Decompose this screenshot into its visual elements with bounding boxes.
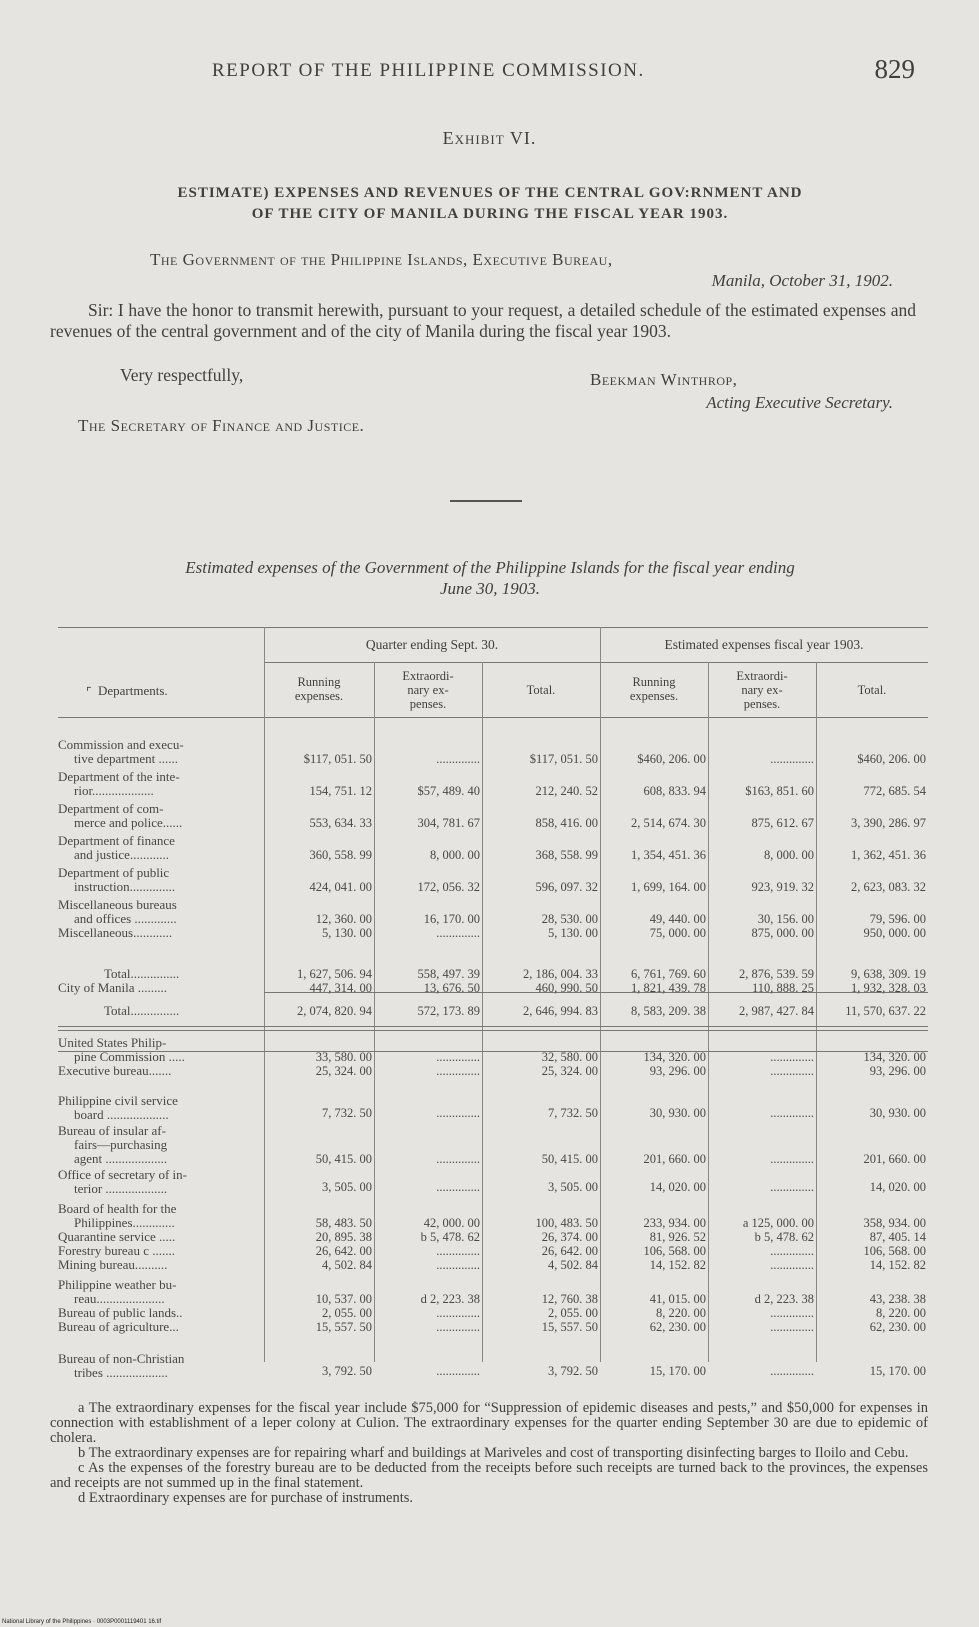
cell-c6: 9, 638, 309. 19 1, 932, 328. 03 (851, 967, 926, 995)
row-label (58, 1352, 263, 1380)
cell-c3: 100, 483. 50 26, 374. 00 26, 642. 00 4, 502. 84 (535, 1216, 598, 1272)
cell-c5: 2, 876, 539. 59 110, 888. 25 (739, 967, 814, 995)
cell-c2: 558, 497. 39 13, 676. 50 (417, 967, 480, 995)
header-text: nary ex- (407, 683, 449, 697)
cell-c5: .............. (770, 1106, 814, 1120)
addressee: The Secretary of Finance and Justice. (78, 416, 365, 435)
row-label-line: Forestry bureau c ....... (58, 1243, 175, 1258)
cell-c6: 201, 660. 00 (863, 1152, 926, 1166)
letter-from: The Government of the Philippine Islands, Executive Bureau, (150, 250, 613, 269)
cell-c2: .............. (436, 752, 480, 766)
cell-c3: 32, 580. 00 25, 324. 00 (541, 1050, 598, 1078)
cell-c5: .............. (770, 1152, 814, 1166)
cell-c1: 12, 360. 00 5, 130. 00 (315, 912, 372, 940)
table-caption (52, 557, 928, 599)
table-caption-line-1: Estimated expenses of the Government of the Philippine Islands for the fiscal year ending (185, 558, 795, 577)
cell-c5: 30, 156. 00 875, 000. 00 (751, 912, 814, 940)
row-label (58, 1202, 263, 1272)
row-label-line: Department of finance (58, 833, 175, 848)
cell-c1: 360, 558. 99 (309, 848, 372, 862)
cell-c1: 3, 792. 50 (322, 1364, 372, 1378)
row-label (58, 1094, 263, 1122)
cell-c5: 875, 612. 67 (751, 816, 814, 830)
city-rule-double (58, 1030, 928, 1031)
footnotes (50, 1401, 928, 1506)
document-heading (52, 183, 928, 225)
cell-c5: $163, 851. 60 (745, 784, 814, 798)
row-label (58, 967, 263, 995)
cell-c3: 212, 240. 52 (535, 784, 598, 798)
header-total-q: Total. (526, 683, 556, 697)
row-label-line: Department of public (58, 865, 170, 880)
cell-c2: d 2, 223. 38 .............. .............. (420, 1292, 480, 1334)
cell-c3: 2, 646, 994. 83 (523, 1004, 598, 1018)
row-label (58, 802, 263, 830)
cell-c6: 358, 934. 00 87, 405. 14 106, 568. 00 14, 152. 82 (863, 1216, 926, 1272)
footnote-b: b The extraordinary expenses are for repairing wharf and buildings at Mariveles and cost of transporting disinfecting barges to Iloilo and Cebu. (78, 1445, 909, 1461)
cell-c3: 28, 530. 00 5, 130. 00 (541, 912, 598, 940)
header-running-q (264, 675, 374, 703)
cell-c1: 424, 041. 00 (309, 880, 372, 894)
cell-c2: 572, 173. 89 (417, 1004, 480, 1018)
cell-c4: 14, 020. 00 (649, 1180, 706, 1194)
footnote-c: c As the expenses of the forestry bureau are to be deducted from the receipts before such receipts are turned back to the provinces, the expenses and receipts are not summed up in the final statement. (50, 1460, 928, 1491)
cell-c1: 2, 074, 820. 94 (297, 1004, 372, 1018)
row-label-line: Philippine civil service (58, 1093, 178, 1108)
cell-c5: 2, 987, 427. 84 (739, 1004, 814, 1018)
cell-c2: .............. .............. (436, 1050, 480, 1078)
scan-credit: National Library of the Philippines · 0003P0001119401 16.tif (2, 1619, 162, 1625)
cell-c1: 3, 505. 00 (322, 1180, 372, 1194)
cell-c3: 50, 415. 00 (541, 1152, 598, 1166)
cell-c1: $117, 051. 50 (303, 752, 372, 766)
cell-c3: 596, 097. 32 (535, 880, 598, 894)
cell-c5: a 125, 000. 00 b 5, 478. 62 .............. .............. (742, 1216, 814, 1272)
row-label-line: reau..................... (74, 1291, 165, 1306)
row-label-line: Miscellaneous............ (58, 925, 173, 940)
header-total-fy: Total. (857, 683, 887, 697)
cell-c5: .............. (770, 752, 814, 766)
header-text: expenses. (629, 689, 679, 703)
cell-c6: 30, 930. 00 (869, 1106, 926, 1120)
letter-date: Manila, October 31, 1902. (711, 271, 893, 290)
row-label-line: Bureau of public lands.. (58, 1305, 183, 1320)
header-fiscal-year: Estimated expenses fiscal year 1903. (664, 637, 864, 652)
row-label-line: agent ................... (74, 1151, 168, 1166)
cell-c1: 7, 732. 50 (322, 1106, 372, 1120)
header-extra-fy (708, 669, 816, 711)
row-label-line: pine Commission ..... (74, 1049, 185, 1064)
row-label-line: Department of the inte- (58, 769, 180, 784)
footnote-d: d Extraordinary expenses are for purchase of instruments. (78, 1490, 413, 1506)
signer-title: Acting Executive Secretary. (706, 393, 893, 412)
column-divider (708, 662, 709, 1362)
row-label-line: board ................... (74, 1107, 169, 1122)
header-bottom-rule (58, 717, 928, 718)
cell-c1: 50, 415. 00 (315, 1152, 372, 1166)
cell-c4: 30, 930. 00 (649, 1106, 706, 1120)
cell-c4: 15, 170. 00 (649, 1364, 706, 1378)
section-divider (450, 500, 522, 502)
cell-c2: .............. (436, 1106, 480, 1120)
cell-c5: 8, 000. 00 (764, 848, 814, 862)
letter-body: Sir: I have the honor to transmit herewith, pursuant to your request, a detailed schedule of the estimated expenses and revenues of the central government and of the city of Manila during the fiscal year 1903. (50, 300, 916, 341)
row-label (58, 834, 263, 862)
page-number: 829 (874, 54, 915, 84)
cell-c3: 2, 186, 004. 33 460, 990. 50 (523, 967, 598, 995)
column-divider (482, 662, 483, 1362)
cell-c1: 33, 580. 00 25, 324. 00 (315, 1050, 372, 1078)
cell-c2: 42, 000. 00 b 5, 478. 62 .............. .............. (420, 1216, 480, 1272)
row-label (58, 738, 263, 766)
cell-c3: $117, 051. 50 (529, 752, 598, 766)
column-divider (600, 627, 601, 1362)
cell-c4: 1, 354, 451. 36 (631, 848, 706, 862)
row-label (58, 898, 263, 940)
cell-c4: 6, 761, 769. 60 1, 821, 439. 78 (631, 967, 706, 995)
cell-c5: 923, 919. 32 (751, 880, 814, 894)
row-label-line: Board of health for the (58, 1201, 177, 1216)
row-label (58, 1036, 263, 1078)
cell-c5: d 2, 223. 38 .............. .............. (754, 1292, 814, 1334)
row-label (58, 1004, 263, 1018)
cell-c1: 154, 751. 12 (309, 784, 372, 798)
row-label-line: merce and police...... (74, 815, 183, 830)
row-label-line: Mining bureau.......... (58, 1257, 168, 1272)
row-label-line: Total............... (104, 1003, 180, 1018)
row-label-line: Total............... (104, 966, 180, 981)
cell-c3: 3, 505. 00 (548, 1180, 598, 1194)
header-text: penses. (409, 697, 447, 711)
cell-c2: 16, 170. 00 .............. (423, 912, 480, 940)
row-label-line: Miscellaneous bureaus (58, 897, 177, 912)
city-rule (58, 1026, 928, 1027)
column-divider (374, 662, 375, 1362)
exhibit-title: Exhibit VI. (442, 128, 537, 148)
row-label-line: rior................... (74, 783, 154, 798)
cell-c4: 41, 015. 00 8, 220. 00 62, 230. 00 (649, 1292, 706, 1334)
row-label-line: fairs—purchasing (74, 1137, 168, 1152)
cell-c6: 11, 570, 637. 22 (845, 1004, 926, 1018)
cell-c4: 49, 440. 00 75, 000. 00 (649, 912, 706, 940)
cell-c6: 2, 623, 083. 32 (851, 880, 926, 894)
row-label (58, 1278, 263, 1334)
row-label (58, 1124, 263, 1166)
cell-c3: 12, 760. 38 2, 055. 00 15, 557. 50 (541, 1292, 598, 1334)
heading-line-1: ESTIMATE) EXPENSES AND REVENUES OF THE CENTRAL GOV:RNMENT AND (177, 185, 803, 201)
cell-c5: .............. .............. (770, 1050, 814, 1078)
cell-c6: $460, 206. 00 (857, 752, 926, 766)
cell-c2: .............. (436, 1364, 480, 1378)
header-running-fy (600, 675, 708, 703)
cell-c4: 233, 934. 00 81, 926. 52 106, 568. 00 14, 152. 82 (643, 1216, 706, 1272)
row-label-line: and justice............ (74, 847, 169, 862)
row-label-line: Philippine weather bu- (58, 1277, 177, 1292)
cell-c6: 79, 596. 00 950, 000. 00 (863, 912, 926, 940)
cell-c1: 58, 483. 50 20, 895. 38 26, 642. 00 4, 502. 84 (315, 1216, 372, 1272)
letter-closing: Very respectfully, (120, 365, 244, 385)
bracket-icon: ⌜ (86, 685, 92, 699)
row-label-line: and offices ............. (74, 911, 177, 926)
cell-c2: .............. (436, 1152, 480, 1166)
row-label-line: Bureau of agriculture... (58, 1319, 179, 1334)
row-label-line: Office of secretary of in- (58, 1167, 187, 1182)
header-text: Running (632, 675, 676, 689)
row-label-line: instruction.............. (74, 879, 176, 894)
row-label-line: tive department ...... (74, 751, 178, 766)
header-text: penses. (743, 697, 781, 711)
row-label-line: United States Philip- (58, 1035, 167, 1050)
running-head-title: REPORT OF THE PHILIPPINE COMMISSION. (212, 60, 645, 81)
header-group-rule (264, 662, 928, 663)
header-departments: Departments. (98, 683, 168, 698)
signer-name: Beekman Winthrop, (590, 370, 738, 389)
cell-c6: 43, 238. 38 8, 220. 00 62, 230. 00 (869, 1292, 926, 1334)
row-label-line: Department of com- (58, 801, 164, 816)
cell-c1: 1, 627, 506. 94 447, 314. 00 (297, 967, 372, 995)
row-label (58, 866, 263, 894)
table-top-rule (58, 627, 928, 628)
cell-c2: .............. (436, 1180, 480, 1194)
cell-c2: 304, 781. 67 (417, 816, 480, 830)
cell-c2: 172, 056. 32 (417, 880, 480, 894)
cell-c4: 8, 583, 209. 38 (631, 1004, 706, 1018)
row-label-line: Philippines............. (74, 1215, 175, 1230)
cell-c4: $460, 206. 00 (637, 752, 706, 766)
cell-c2: 8, 000. 00 (430, 848, 480, 862)
row-label-line: Commission and execu- (58, 737, 184, 752)
cell-c4: 1, 699, 164. 00 (631, 880, 706, 894)
row-label-line: tribes ................... (74, 1365, 168, 1380)
row-label-line: Quarantine service ..... (58, 1229, 176, 1244)
row-label-line: Bureau of insular af- (58, 1123, 166, 1138)
cell-c6: 1, 362, 451. 36 (851, 848, 926, 862)
cell-c4: 134, 320. 00 93, 296. 00 (643, 1050, 706, 1078)
cell-c5: .............. (770, 1364, 814, 1378)
cell-c6: 134, 320. 00 93, 296. 00 (863, 1050, 926, 1078)
row-label-line: terior ................... (74, 1181, 168, 1196)
cell-c6: 15, 170. 00 (869, 1364, 926, 1378)
column-divider (816, 662, 817, 1362)
row-label (58, 1168, 263, 1196)
cell-c2: $57, 489. 40 (417, 784, 480, 798)
row-label-line: City of Manila ......... (58, 980, 168, 995)
header-text: nary ex- (741, 683, 783, 697)
row-label-line: Bureau of non-Christian (58, 1351, 185, 1366)
cell-c3: 7, 732. 50 (548, 1106, 598, 1120)
cell-c4: 2, 514, 674. 30 (631, 816, 706, 830)
header-text: Running (297, 675, 341, 689)
header-quarter: Quarter ending Sept. 30. (365, 637, 499, 652)
cell-c3: 368, 558. 99 (535, 848, 598, 862)
cell-c3: 858, 416. 00 (535, 816, 598, 830)
footnote-a: a The extraordinary expenses for the fiscal year include $75,000 for “Suppression of epidemic diseases and pests,” and $50,000 for expenses in connection with establishment of a leper colony at Culion. The extraordinary expenses for the quarter ending September 30 are due to epidemic of cholera. (50, 1400, 928, 1446)
column-divider (264, 627, 265, 1362)
table-caption-line-2: June 30, 1903. (439, 579, 541, 598)
row-label (58, 770, 263, 798)
cell-c6: 3, 390, 286. 97 (851, 816, 926, 830)
cell-c1: 10, 537. 00 2, 055. 00 15, 557. 50 (315, 1292, 372, 1334)
heading-line-2: OF THE CITY OF MANILA DURING THE FISCAL YEAR 1903. (251, 206, 729, 222)
header-text: Extraordi- (402, 669, 454, 683)
header-text: Extraordi- (736, 669, 788, 683)
cell-c6: 772, 685. 54 (863, 784, 926, 798)
header-extra-q (374, 669, 482, 711)
cell-c5: .............. (770, 1180, 814, 1194)
cell-c1: 553, 634. 33 (309, 816, 372, 830)
cell-c6: 14, 020. 00 (869, 1180, 926, 1194)
cell-c3: 3, 792. 50 (548, 1364, 598, 1378)
cell-c4: 201, 660. 00 (643, 1152, 706, 1166)
cell-c4: 608, 833. 94 (643, 784, 706, 798)
row-label-line: Executive bureau....... (58, 1063, 172, 1078)
header-text: expenses. (294, 689, 344, 703)
